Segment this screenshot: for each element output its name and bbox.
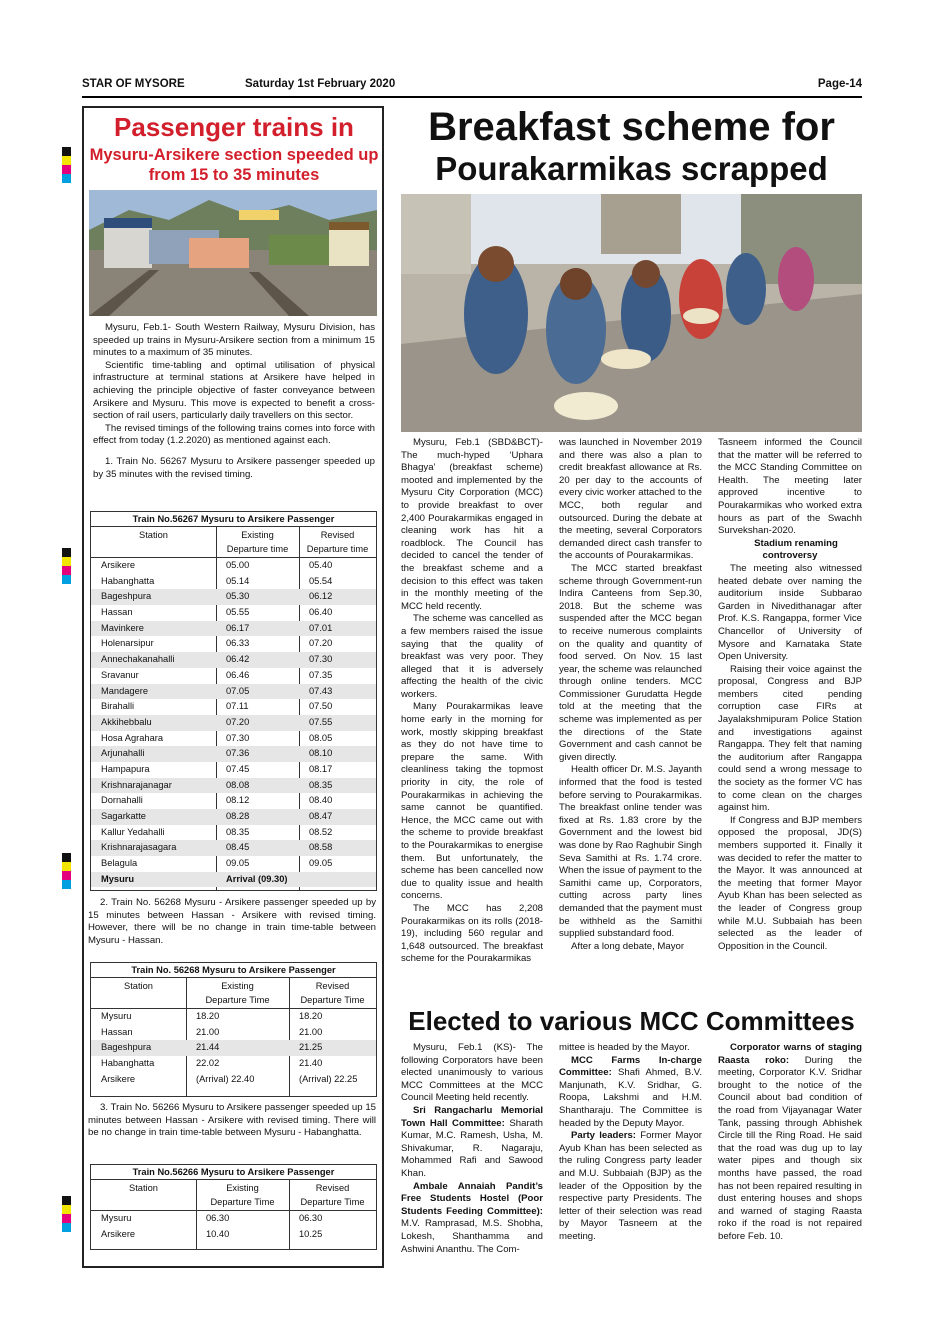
breakfast-c3-p3: Raising their voice against the proposal, Congress and BJP members cited pending corruption case FIRs at Jayalakshmipuram Police Station and investigations against Rangappa. They felt that naming the auditorium after Rangappa could send a wrong message to the society as the former VC has to come clean on the charges against him. [718, 663, 862, 814]
breakfast-subhead: Stadium renaming controversy [754, 537, 838, 562]
cell-station: Habanghatta [101, 1058, 155, 1069]
table-row [91, 1072, 376, 1088]
cell-revised: 06.12 [309, 591, 333, 602]
table-row [91, 574, 376, 590]
breakfast-c2-p2: The MCC started breakfast scheme through Government-run Indira Canteens from Sep.30, 2018. But the scheme was suspended after the MCC began to receive numerous complaints on the quality and quantity of food served. On Nov. 15 last year, the scheme was relaunched through online tenders. MCC Commissioner Gurudatta Hegde told at the meeting that the scheme was implemented as per the directions of the State Government and cash cannot be given directly. [559, 562, 702, 763]
cell-existing: 07.20 [226, 716, 250, 727]
table-row [91, 715, 376, 731]
cell-revised: 05.54 [309, 575, 333, 586]
page-number: Page-14 [817, 78, 862, 90]
mcc-headline: Elected to various MCC Committees [408, 1006, 855, 1036]
mcc-c3-p1: During the meeting, Corporator K.V. Sridhar brought to the notice of the Council about bad condition of the road from Vijayanagar Water Tank, passing through Abhishek Circle till the Ring Road. He said that the road was dug up to lay water pipes and though six months have passed, the road has not been repaired resulting in dust entering houses and shops and warned of staging Raasta roko if the road is not repaired before Feb. 10. [718, 1054, 862, 1242]
cell-station: Arsikere [101, 1228, 136, 1239]
table-row [91, 1025, 376, 1041]
cell-existing: 21.00 [196, 1026, 220, 1037]
cell-existing: 07.05 [226, 685, 250, 696]
train-para-3: The revised timings of the following trains comes into force with effect from today (1.2.2020) as mentioned against each. [93, 422, 375, 447]
table-row [91, 621, 376, 637]
table-row [91, 856, 376, 872]
cell-station: Mavinkere [101, 622, 144, 633]
cell-station: Habanghatta [101, 575, 155, 586]
cell-existing: 08.28 [226, 811, 250, 821]
breakfast-c1-p2: The scheme was cancelled as a few members raised the issue saying that the quality of breakfast was very poor. They alleged that it is adversely affecting the health of the civic workers. [401, 613, 543, 700]
cell-existing: 22.02 [196, 1058, 220, 1069]
train-station-photo [89, 190, 377, 316]
header-dep-revised: Departure Time [300, 1197, 365, 1207]
cell-existing: 08.08 [226, 779, 250, 790]
cell-existing: 18.20 [196, 1011, 220, 1021]
registration-mark [62, 1196, 71, 1232]
registration-mark [62, 147, 71, 183]
page-header [82, 78, 862, 94]
cell-station: Arjunahalli [101, 748, 145, 759]
cell-revised: 21.00 [299, 1026, 323, 1037]
cell-revised: 07.50 [309, 701, 333, 712]
registration-mark [62, 548, 71, 584]
train-headline: Passenger trains in [114, 112, 354, 142]
table-header [91, 978, 376, 1009]
cell-station: Mandagere [101, 685, 149, 696]
cell-station: Bageshpura [101, 591, 152, 602]
breakfast-c1-p1: Mysuru, Feb.1 (SBD&BCT)- The much-hyped ‘Uphara Bhagya’ (breakfast scheme) mooted and implemented by the Mysuru City Corporation (MCC) to provide breakfast to over 2,400 Pourakarmikas engaged in cleaning work has hit a roadblock. The Council has decided to cancel the tender of the breakfast scheme and a decision to this effect was taken in the monthly meeting of the MCC held recently. [401, 437, 543, 612]
cell-existing: 05.14 [226, 575, 250, 586]
breakfast-headline-2: Pourakarmikas scrapped [435, 150, 828, 187]
table-row [91, 793, 376, 809]
mcc-c1-p1: Mysuru, Feb.1 (KS)- The following Corporators have been elected unanimously to various MCC Committees at the MCC Council Meeting held recently. [401, 1042, 543, 1104]
cell-station: Holenarsipur [101, 638, 154, 649]
cell-existing: 07.45 [226, 763, 250, 774]
table-row [91, 778, 376, 794]
cell-revised: 07.35 [309, 669, 333, 680]
table-row [91, 731, 376, 747]
timetable-56266 [90, 1164, 377, 1250]
header-dep-revised: Departure Time [300, 995, 365, 1005]
table-row [91, 762, 376, 778]
pourakarmikas-photo [401, 194, 862, 432]
train-para-1: Mysuru, Feb.1- South Western Railway, Mysuru Division, has speeded up trains in Mysuru-Arsikere section from a minimum 15 minutes to a maximum of 35 minutes. [93, 322, 375, 359]
breakfast-col-2 [559, 437, 702, 953]
table-title: Train No.56266 Mysuru to Arsikere Passenger [91, 1165, 376, 1180]
table-row [91, 589, 376, 605]
cell-revised: 21.40 [299, 1058, 323, 1069]
train-item-3 [88, 1102, 376, 1140]
table-title: Train No. 56268 Mysuru to Arsikere Passenger [91, 963, 376, 978]
cell-existing: 07.30 [226, 732, 250, 743]
cell-revised: 08.40 [309, 795, 333, 806]
table-title: Train No.56267 Mysuru to Arsikere Passenger [91, 512, 376, 527]
cell-existing: 06.17 [226, 622, 250, 633]
cell-existing: 07.11 [226, 701, 249, 712]
mcc-c2-lead-1: MCC Farms In-charge Committee: [559, 1054, 702, 1079]
paper-name: STAR OF MYSORE [82, 78, 185, 90]
cell-station: Hampapura [101, 763, 150, 774]
header-revised: Revised [315, 981, 350, 991]
train-item-3-text: 3. Train No. 56266 Mysuru to Arsikere passenger speeded up 15 minutes between Hassan - Arsikere with revised timing. There will be no change in train time-table between Mysuru - Habanghatta. [88, 1102, 376, 1139]
breakfast-c2-p1: was launched in November 2019 and there was also a plan to credit breakfast allowance at Rs. 20 per day to the accounts of every civic worker attached to the MCC, both regular and outsourced. During the debate at the meeting, several Corporators demanded direct cash transfer to the accounts of Pourakarmikas. [559, 437, 702, 562]
table-row [91, 684, 376, 700]
mcc-c3-lead: Corporator warns of staging Raasta roko: [718, 1042, 862, 1066]
table-row [91, 1040, 376, 1056]
cell-station: Bageshpura [101, 1042, 152, 1053]
cell-revised: 21.25 [299, 1042, 323, 1053]
cell-station: Arsikere [101, 1073, 136, 1084]
cell-station: Mysuru [101, 873, 135, 884]
cell-revised: 07.43 [309, 685, 333, 696]
cell-existing: 06.42 [226, 654, 250, 665]
header-existing: Existing [221, 981, 254, 991]
cell-revised: 08.17 [309, 763, 333, 774]
cell-existing: 08.12 [226, 795, 250, 806]
cell-revised: 08.35 [309, 779, 333, 790]
cell-revised: 06.30 [299, 1213, 323, 1223]
cell-existing: 06.30 [206, 1213, 230, 1223]
timetable-56268 [90, 962, 377, 1097]
table-row [91, 605, 376, 621]
cell-existing: 10.40 [206, 1228, 230, 1239]
table-row [91, 1009, 376, 1025]
table-row [91, 636, 376, 652]
mcc-c2-p1: mittee is headed by the Mayor. [559, 1042, 690, 1053]
train-para-2: Scientific time-tabling and optimal utilisation of physical infrastructure at terminal stations at Arsikere have helped in achieving the principle objective of faster conveyance between Arsikere and Mysuru. This move is expected to benefit a cross-section of rail users, particularly daily travellers on this sector. [93, 359, 375, 422]
header-station: Station [124, 981, 153, 991]
mcc-c2-lead-2: Party leaders: [571, 1130, 637, 1142]
mcc-c1-p3: M.V. Ramprasad, M.S. Shobha, Lokesh, Shanthamma and Ashwini Ananthu. The Com- [401, 1218, 543, 1255]
mcc-col-2 [559, 1042, 702, 1244]
cell-station: Akkihebbalu [101, 716, 152, 727]
table-row [91, 699, 376, 715]
mcc-c1-p2: Sharath Kumar, M.C. Ramesh, Usha, M. Shivakumar, R. Nagaraju, Mohammed Rafi and Sawood Khan. [401, 1117, 543, 1179]
cell-revised: 09.05 [309, 858, 333, 869]
table-row [91, 558, 376, 574]
cell-revised: 05.40 [309, 560, 333, 570]
header-dep-existing: Departure time [226, 544, 289, 554]
cell-existing: Arrival (09.30) [226, 873, 288, 884]
table-row [91, 1211, 376, 1227]
issue-date: Saturday 1st February 2020 [245, 78, 396, 90]
table-row [91, 652, 376, 668]
cell-revised: 08.10 [309, 748, 333, 759]
table-row [91, 746, 376, 762]
breakfast-c3-p2: The meeting also witnessed heated debate over naming the auditorium inside Subbarao Garden in Nivedithanagar after Prof. K.S. Rangappa, former Vice Chancellor of University of Mysore and Karnataka State Open University. [718, 562, 862, 663]
table-row [91, 1227, 376, 1243]
cell-station: Hassan [101, 607, 133, 618]
registration-mark [62, 853, 71, 889]
breakfast-c2-p3: Health officer Dr. M.S. Jayanth informed that the food is tested before serving to Pourakarmikas. The breakfast online tender was fixed at Rs. 1.83 crore by the Government and the lowest bid was done by Rao Raghubir Singh Seva Samithi at Rs. 1.74 crore. When the issue of payment to the Samithi came up, Corporators, cutting across party lines demanded that the payment must be withheld as the Samithi supplied substandard food. [559, 764, 702, 940]
cell-revised: 08.58 [309, 842, 333, 853]
cell-station: Hosa Agrahara [101, 732, 164, 743]
breakfast-c1-p3: Many Pourakarmikas leave home early in the morning for work, mostly skipping breakfast as they do not have time to prepare the same. With cleanliness taking the topmost priority in city, the role of Pourakarmikas in achieving the same cannot be quantified. Hence, the MCC came out with the scheme to provide breakfast to the Pourakarmikas to energise them. But unfortunately, the scheme has been cancelled now due to quality issue and health concerns. [401, 701, 543, 902]
cell-station: Annechakanahalli [101, 654, 175, 665]
cell-station: Hassan [101, 1026, 133, 1037]
mcc-col-1 [401, 1042, 543, 1256]
table-row [91, 668, 376, 684]
cell-station: Arsikere [101, 560, 136, 570]
header-dep-existing: Departure Time [210, 1197, 275, 1207]
mcc-c1-lead-2: Ambale Annaiah Pandit’s Free Students Hostel (Poor Students Feeding Committee): [401, 1180, 543, 1217]
timetable-56267 [90, 511, 377, 891]
breakfast-c3-p4: If Congress and BJP members opposed the proposal, JD(S) members supported it. Finally it was decided to refer the matter to the Mayor. It was announced at the meeting that former Mayor Ayub Khan has been selected as the leader of Congress group while M.U. Subbaiah has been selected as the leader of Opposition in the Council. [718, 814, 862, 952]
header-revised: Revised [315, 1183, 350, 1193]
cell-revised: 07.01 [309, 622, 333, 633]
cell-revised: 07.55 [309, 716, 333, 727]
cell-station: Birahalli [101, 701, 135, 712]
header-rule [82, 96, 862, 98]
header-existing: Existing [241, 530, 274, 540]
cell-revised: 08.47 [309, 811, 333, 821]
cell-revised: 07.30 [309, 654, 333, 665]
cell-revised: 08.52 [309, 826, 333, 837]
train-subheadline: Mysuru-Arsikere section speeded up from 15 to 35 minutes [89, 146, 379, 184]
mcc-c1-lead-1: Sri Rangacharlu Memorial Town Hall Committee: [401, 1104, 543, 1129]
table-row [91, 825, 376, 841]
header-station: Station [129, 1183, 158, 1193]
breakfast-headline-1: Breakfast scheme for [428, 105, 835, 149]
cell-station: Krishnarajasagara [101, 842, 177, 853]
cell-existing: 08.45 [226, 842, 250, 853]
breakfast-c1-p4: The MCC has 2,208 Pourakarmikas on its rolls (2018-19), including 560 regular and 1,648 outsourced. The breakfast scheme for the Pourakarmikas [401, 902, 543, 965]
cell-existing: 06.33 [226, 638, 250, 649]
cell-existing: 07.36 [226, 748, 250, 759]
cell-revised: 06.40 [309, 607, 333, 618]
header-existing: Existing [226, 1183, 259, 1193]
cell-station: Mysuru [101, 1011, 132, 1021]
cell-existing: 06.46 [226, 669, 250, 680]
cell-station: Sagarkatte [101, 811, 146, 821]
cell-revised: 10.25 [299, 1228, 323, 1239]
cell-existing: 05.55 [226, 607, 250, 618]
cell-existing: 09.05 [226, 858, 250, 869]
train-item-2-text: 2. Train No. 56268 Mysuru - Arsikere passenger speeded up by 15 minutes between Hassan - Arsikere with revised timing. However, there will be no change in train time-table between Mysuru - Hassan. [88, 897, 376, 946]
table-row [91, 840, 376, 856]
table-row [91, 1056, 376, 1072]
cell-existing: (Arrival) 22.40 [196, 1073, 255, 1084]
mcc-c2-p3: Former Mayor Ayub Khan has been selected as the ruling Congress party leader and M.U. Subbaiah (BJP) as the leader of the Opposition by the respective party Presidents. The letter of their selection was read by Mayor Tasneem at the meeting. [559, 1130, 702, 1242]
cell-station: Kallur Yedahalli [101, 826, 165, 837]
train-item-2 [88, 897, 376, 947]
breakfast-col-1 [401, 437, 543, 966]
cell-station: Mysuru [101, 1213, 132, 1223]
train-story-text [93, 322, 375, 481]
cell-revised: 18.20 [299, 1011, 323, 1021]
table-row [91, 872, 376, 888]
cell-existing: 05.00 [226, 560, 250, 570]
cell-revised: 08.05 [309, 732, 333, 743]
breakfast-c3-p1: Tasneem informed the Council that the matter will be referred to the MCC Standing Committee on Health. The meeting later approved incentive to Pourakarmikas who worked extra hours as part of the Swachh Survekshan-2020. [718, 437, 862, 537]
header-station: Station [139, 530, 168, 540]
cell-station: Belagula [101, 858, 138, 869]
table-row [91, 809, 376, 825]
cell-station: Sravanur [101, 669, 139, 680]
cell-existing: 21.44 [196, 1042, 220, 1053]
table-header [91, 1180, 376, 1211]
header-dep-existing: Departure Time [205, 995, 270, 1005]
header-dep-revised: Departure time [306, 544, 369, 554]
mcc-c2-p2: Shafi Ahmed, B.V. Manjunath, K.V. Sridhar, G. Roopa, Lakshmi and H.M. Shantharaju. The Committee is headed by the Deputy Mayor. [559, 1067, 702, 1129]
train-item-1: 1. Train No. 56267 Mysuru to Arsikere passenger speeded up by 35 minutes with the revised timing. [93, 455, 375, 480]
cell-existing: 08.35 [226, 826, 250, 837]
breakfast-col-3 [718, 437, 862, 953]
cell-station: Dornahalli [101, 795, 143, 806]
cell-station: Krishnarajanagar [101, 779, 172, 790]
breakfast-c2-p4: After a long debate, Mayor [571, 940, 685, 952]
mcc-col-3 [718, 1042, 862, 1244]
header-revised: Revised [320, 530, 355, 540]
cell-revised: 07.20 [309, 638, 333, 649]
cell-revised: (Arrival) 22.25 [299, 1073, 358, 1084]
cell-existing: 05.30 [226, 591, 250, 602]
table-header [91, 527, 376, 558]
